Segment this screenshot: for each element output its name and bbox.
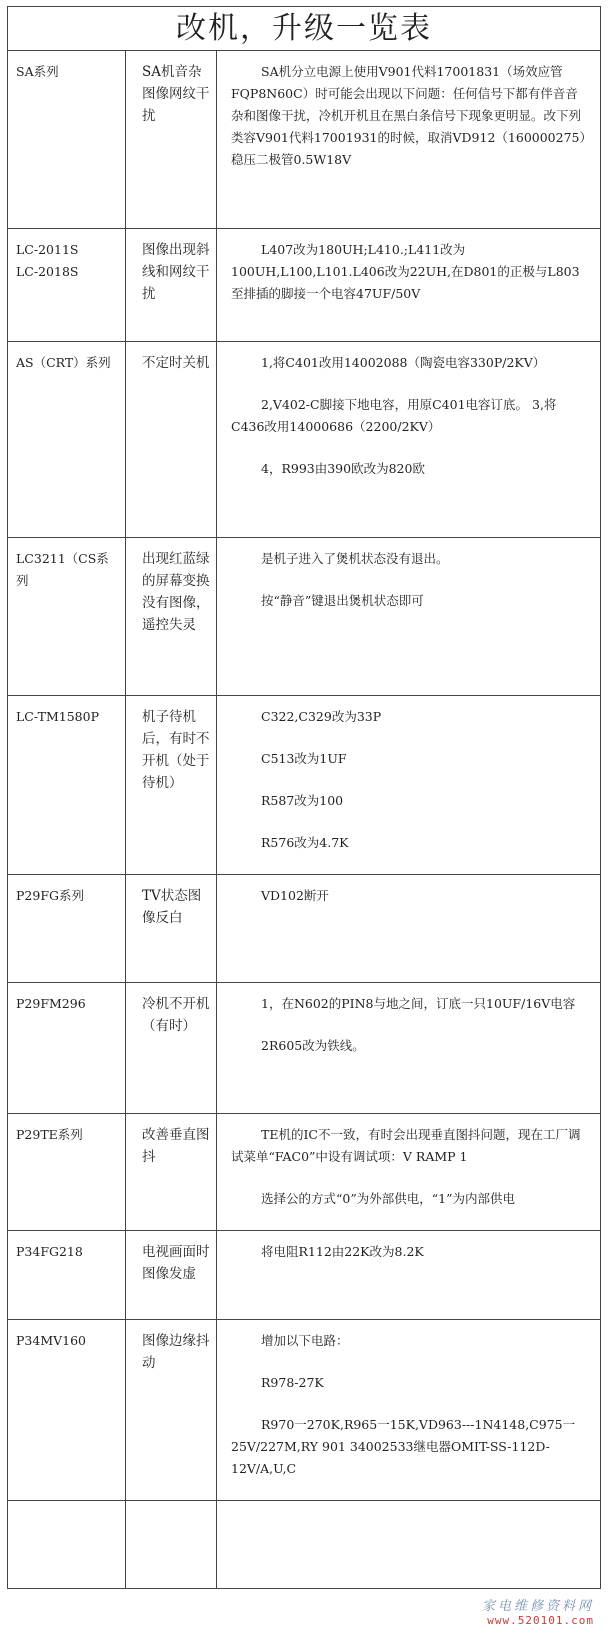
fix-paragraph: R587改为100 — [261, 793, 344, 808]
table-row — [8, 1320, 601, 1501]
fix-paragraph: 按“静音”键退出煲机状态即可 — [261, 593, 424, 608]
fix-cell — [217, 1501, 601, 1589]
table-row — [8, 1231, 601, 1320]
model-cell — [8, 51, 126, 229]
symptom-cell — [126, 342, 217, 538]
upgrade-table — [7, 50, 601, 1589]
fix-paragraph: SA机分立电源上使用V901代料17001831（场效应管FQP8N60C）时可能会出现以下问题：任何信号下都有伴音音杂和图像干扰，冷机开机且在黑白条信号下现象更明显。改下列类容V901代料17001931的时候，取消VD912（160000275）稳压二极管0.5W18V — [231, 64, 586, 167]
fix-paragraph: R978-27K — [261, 1375, 324, 1390]
fix-cell — [217, 1231, 601, 1320]
fix-cell — [217, 538, 601, 696]
model-cell — [8, 983, 126, 1114]
symptom-text: 改善垂直图抖 — [142, 1127, 210, 1165]
model-text: AS（CRT）系列 — [16, 355, 111, 370]
fix-cell — [217, 1114, 601, 1231]
fix-paragraph: 将电阻R112由22K改为8.2K — [261, 1244, 424, 1259]
symptom-cell — [126, 1231, 217, 1320]
fix-paragraph: R576改为4.7K — [261, 835, 349, 850]
symptom-text: 不定时关机 — [142, 355, 210, 371]
model-cell — [8, 1231, 126, 1320]
fix-paragraph: R970一270K,R965一15K,VD963---1N4148,C975一25V/227M,RY 901 34002533继电器OMIT-SS-112D-12V/A,U,C — [231, 1417, 576, 1476]
fix-cell — [217, 229, 601, 342]
model-text: P29FG系列 — [16, 888, 84, 903]
fix-paragraph: C322,C329改为33P — [261, 709, 382, 724]
symptom-cell — [126, 1320, 217, 1501]
symptom-cell — [126, 229, 217, 342]
symptom-text — [126, 1501, 216, 1511]
fix-paragraph: L407改为180UH;L410.;L411改为100UH,L100,L101.L406改为22UH,在D801的正极与L803至排插的脚接一个电容47UF/50V — [231, 242, 580, 301]
fix-cell — [217, 1320, 601, 1501]
model-cell — [8, 229, 126, 342]
watermark — [482, 1595, 594, 1627]
model-cell — [8, 1114, 126, 1231]
watermark-site-name: 家电维修资料网 — [481, 1599, 594, 1614]
table-row — [8, 51, 601, 229]
symptom-text: 电视画面时图像发虚 — [142, 1244, 210, 1282]
model-text: P29FM296 — [16, 996, 86, 1011]
table-row — [8, 875, 601, 983]
symptom-cell — [126, 538, 217, 696]
fix-paragraph: C513改为1UF — [261, 751, 347, 766]
fix-paragraph: TE机的IC不一致，有时会出现垂直图抖问题，现在工厂调试菜单“FAC0”中设有调试项：V RAMP 1 — [231, 1127, 581, 1164]
model-text: LC3211（CS系列 — [16, 551, 109, 588]
page-title: 改机，升级一览表 — [7, 6, 601, 51]
model-text: P29TE系列 — [16, 1127, 83, 1142]
fix-paragraph: 1,将C401改用14002088（陶瓷电容330P/2KV） — [261, 355, 546, 370]
symptom-text: 冷机不开机（有时） — [142, 996, 210, 1034]
table-row — [8, 1501, 601, 1589]
symptom-text: 出现红蓝绿的屏幕变换没有图像，遥控失灵 — [142, 551, 210, 633]
model-text: SA系列 — [16, 64, 59, 79]
symptom-text: SA机音杂图像网纹干扰 — [142, 64, 210, 124]
watermark-url: www.520101.com — [487, 1614, 594, 1627]
table-row — [8, 538, 601, 696]
model-text: P34MV160 — [16, 1333, 87, 1348]
model-text: LC-TM1580P — [16, 709, 100, 724]
symptom-text: TV状态图像反白 — [142, 888, 202, 926]
model-cell — [8, 1320, 126, 1501]
model-cell — [8, 875, 126, 983]
fix-cell — [217, 875, 601, 983]
symptom-cell — [126, 983, 217, 1114]
model-cell — [8, 1501, 126, 1589]
fix-paragraph: 选择公的方式“0”为外部供电，“1”为内部供电 — [261, 1191, 515, 1206]
table-row — [8, 342, 601, 538]
table-row — [8, 229, 601, 342]
symptom-text: 机子待机后，有时不开机（处于待机） — [142, 709, 210, 791]
symptom-cell — [126, 696, 217, 875]
fix-paragraph: VD102断开 — [261, 888, 329, 903]
symptom-text: 图像出现斜线和网纹干扰 — [142, 242, 210, 302]
symptom-cell — [126, 51, 217, 229]
model-cell — [8, 538, 126, 696]
fix-paragraph: 2R605改为铁线。 — [261, 1038, 365, 1053]
symptom-cell — [126, 1501, 217, 1589]
fix-paragraph: 2,V402-C脚接下地电容，用原C401电容订底。 3,将C436改用14000686（2200/2KV） — [231, 397, 557, 434]
model-text: LC-2011S LC-2018S — [16, 242, 79, 279]
fix-cell — [217, 342, 601, 538]
table-row — [8, 983, 601, 1114]
model-cell — [8, 342, 126, 538]
symptom-cell — [126, 875, 217, 983]
table-row — [8, 1114, 601, 1231]
symptom-text: 图像边缘抖动 — [142, 1333, 210, 1371]
fix-cell — [217, 983, 601, 1114]
model-text — [8, 1501, 125, 1511]
fix-cell — [217, 696, 601, 875]
model-cell — [8, 696, 126, 875]
fix-paragraph: 4，R993由390欧改为820欧 — [261, 461, 425, 476]
fix-paragraph: 1，在N602的PIN8与地之间，订底一只10UF/16V电容 — [261, 996, 576, 1011]
fix-paragraph: 增加以下电路： — [261, 1333, 349, 1348]
symptom-cell — [126, 1114, 217, 1231]
fix-cell — [217, 51, 601, 229]
table-row — [8, 696, 601, 875]
fix-paragraph: 是机子进入了煲机状态没有退出。 — [261, 551, 449, 566]
model-text: P34FG218 — [16, 1244, 83, 1259]
